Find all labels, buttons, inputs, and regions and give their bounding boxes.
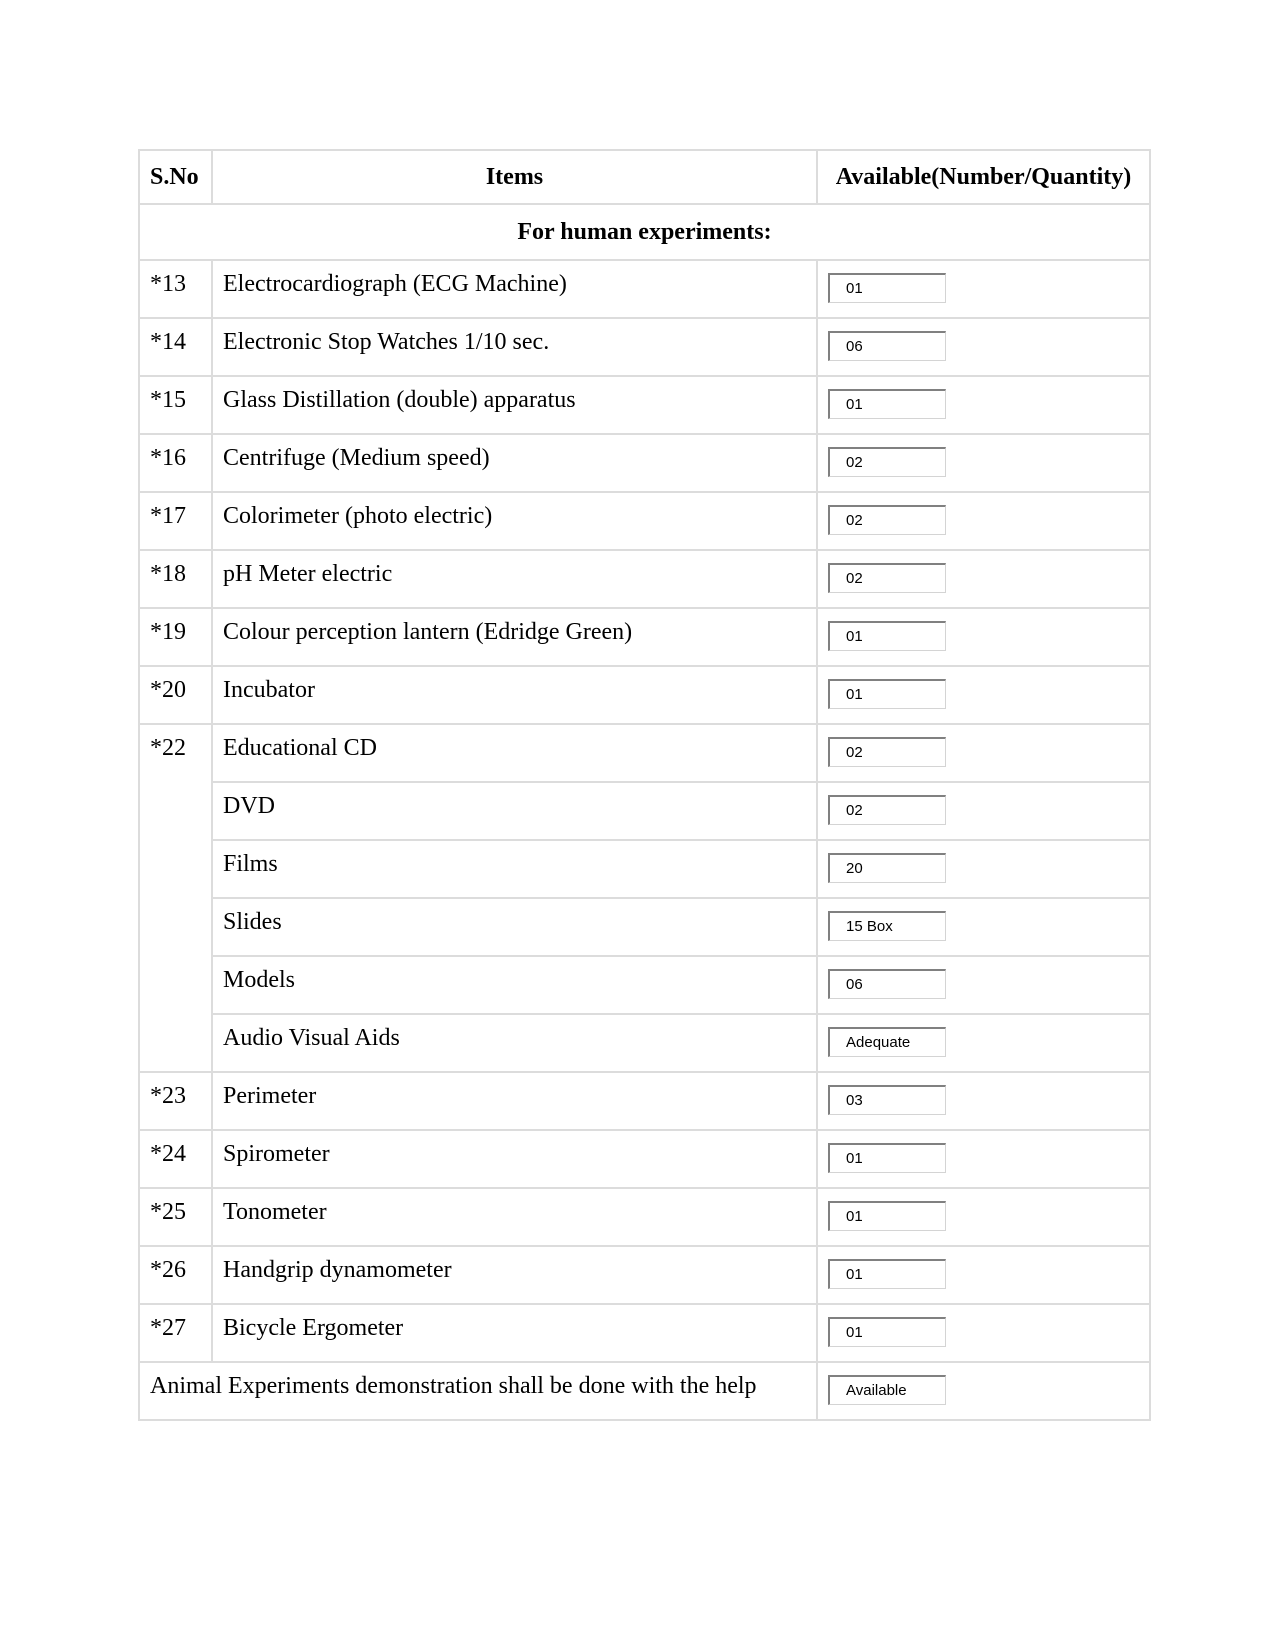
row-item: DVD xyxy=(212,782,817,840)
header-available: Available(Number/Quantity) xyxy=(817,150,1150,204)
table-row xyxy=(139,318,1150,376)
row-item: Bicycle Ergometer xyxy=(212,1304,817,1362)
quantity-field[interactable] xyxy=(828,679,946,709)
row-item: Audio Visual Aids xyxy=(212,1014,817,1072)
row-item: Incubator xyxy=(212,666,817,724)
row-sno: *15 xyxy=(139,376,212,434)
quantity-field[interactable] xyxy=(828,505,946,535)
row-item: Centrifuge (Medium speed) xyxy=(212,434,817,492)
table-row xyxy=(139,434,1150,492)
quantity-field[interactable] xyxy=(828,563,946,593)
quantity-field[interactable] xyxy=(828,447,946,477)
row-item: Films xyxy=(212,840,817,898)
row-qty-cell xyxy=(817,376,1150,434)
row-item: Colorimeter (photo electric) xyxy=(212,492,817,550)
row-qty-cell xyxy=(817,782,1150,840)
header-sno: S.No xyxy=(139,150,212,204)
quantity-field[interactable] xyxy=(828,331,946,361)
row-qty-cell xyxy=(817,956,1150,1014)
row-sno: *26 xyxy=(139,1246,212,1304)
table-row xyxy=(139,608,1150,666)
quantity-field[interactable] xyxy=(828,737,946,767)
row-qty-cell xyxy=(817,1130,1150,1188)
quantity-field[interactable] xyxy=(828,853,946,883)
quantity-field[interactable] xyxy=(828,273,946,303)
table-row xyxy=(139,666,1150,724)
row-qty-cell xyxy=(817,434,1150,492)
row-qty-cell xyxy=(817,608,1150,666)
table-row xyxy=(139,1188,1150,1246)
row-sno: *19 xyxy=(139,608,212,666)
row-qty-cell xyxy=(817,840,1150,898)
table-row xyxy=(139,260,1150,318)
table-row xyxy=(139,1304,1150,1362)
row-item: Glass Distillation (double) apparatus xyxy=(212,376,817,434)
equipment-table xyxy=(138,149,1151,1421)
table-row xyxy=(139,1130,1150,1188)
row-item: Perimeter xyxy=(212,1072,817,1130)
table-row xyxy=(139,782,1150,840)
row-item: pH Meter electric xyxy=(212,550,817,608)
table-row xyxy=(139,376,1150,434)
row-sno: *18 xyxy=(139,550,212,608)
row-sno: *14 xyxy=(139,318,212,376)
quantity-field[interactable] xyxy=(828,1027,946,1057)
header-items: Items xyxy=(212,150,817,204)
row-qty-cell xyxy=(817,1014,1150,1072)
table-row xyxy=(139,898,1150,956)
table-row xyxy=(139,1246,1150,1304)
section-row xyxy=(139,204,1150,260)
row-qty-cell xyxy=(817,260,1150,318)
row-qty-cell xyxy=(817,492,1150,550)
row-item: Handgrip dynamometer xyxy=(212,1246,817,1304)
table-row xyxy=(139,956,1150,1014)
row-qty-cell xyxy=(817,1072,1150,1130)
quantity-field[interactable] xyxy=(828,911,946,941)
quantity-field[interactable] xyxy=(828,1259,946,1289)
equipment-table-container xyxy=(138,149,1149,1421)
quantity-field[interactable] xyxy=(828,389,946,419)
row-item: Electrocardiograph (ECG Machine) xyxy=(212,260,817,318)
quantity-field[interactable] xyxy=(828,1143,946,1173)
row-qty-cell xyxy=(817,1304,1150,1362)
footer-text: Animal Experiments demonstration shall be done with the help xyxy=(139,1362,817,1420)
row-sno: *17 xyxy=(139,492,212,550)
table-row xyxy=(139,550,1150,608)
footer-row xyxy=(139,1362,1150,1420)
row-sno: *25 xyxy=(139,1188,212,1246)
row-qty-cell xyxy=(817,1246,1150,1304)
row-qty-cell xyxy=(817,666,1150,724)
table-row xyxy=(139,1072,1150,1130)
row-item: Spirometer xyxy=(212,1130,817,1188)
row-item: Slides xyxy=(212,898,817,956)
row-sno: *13 xyxy=(139,260,212,318)
row-sno: *22 xyxy=(139,724,212,1072)
table-row xyxy=(139,724,1150,782)
quantity-field[interactable] xyxy=(828,1085,946,1115)
quantity-field[interactable] xyxy=(828,969,946,999)
row-qty-cell xyxy=(817,898,1150,956)
row-item: Models xyxy=(212,956,817,1014)
quantity-field[interactable] xyxy=(828,1201,946,1231)
footer-qty-cell xyxy=(817,1362,1150,1420)
row-item: Educational CD xyxy=(212,724,817,782)
table-row xyxy=(139,492,1150,550)
row-sno: *24 xyxy=(139,1130,212,1188)
quantity-field[interactable] xyxy=(828,621,946,651)
row-qty-cell xyxy=(817,1188,1150,1246)
row-qty-cell xyxy=(817,318,1150,376)
row-item: Tonometer xyxy=(212,1188,817,1246)
header-row xyxy=(139,150,1150,204)
row-sno: *27 xyxy=(139,1304,212,1362)
row-sno: *16 xyxy=(139,434,212,492)
row-sno: *20 xyxy=(139,666,212,724)
row-qty-cell xyxy=(817,550,1150,608)
section-title: For human experiments: xyxy=(139,204,1150,260)
availability-field[interactable] xyxy=(828,1375,946,1405)
table-row xyxy=(139,1014,1150,1072)
row-sno: *23 xyxy=(139,1072,212,1130)
row-item: Electronic Stop Watches 1/10 sec. xyxy=(212,318,817,376)
table-row xyxy=(139,840,1150,898)
quantity-field[interactable] xyxy=(828,1317,946,1347)
quantity-field[interactable] xyxy=(828,795,946,825)
row-qty-cell xyxy=(817,724,1150,782)
row-item: Colour perception lantern (Edridge Green) xyxy=(212,608,817,666)
